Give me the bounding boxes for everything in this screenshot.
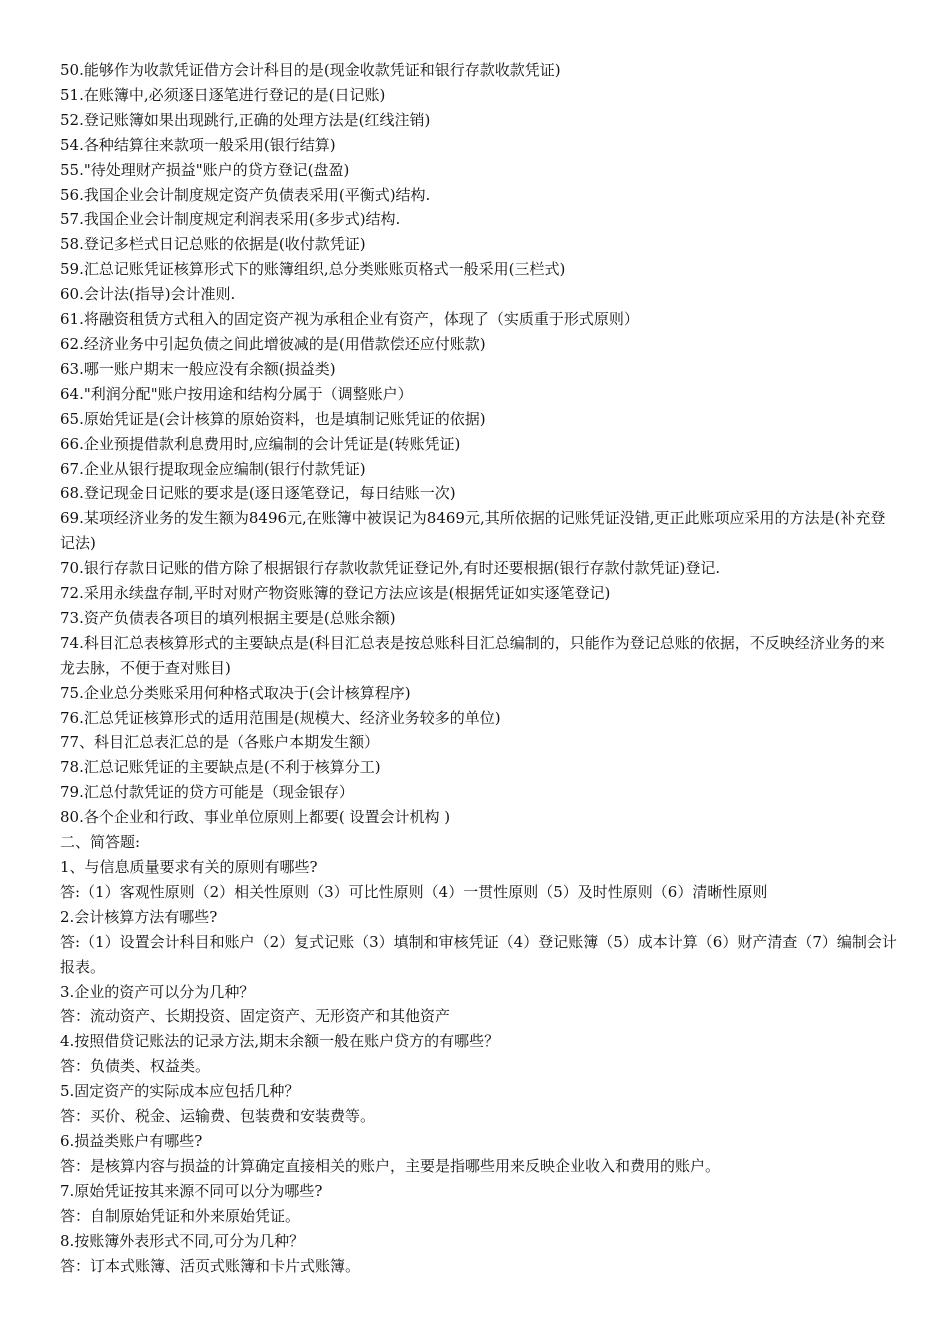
text-line: 70.银行存款日记账的借方除了根据银行存款收款凭证登记外,有时还要根据(银行存款付款凭证)登记. [60,559,721,578]
text-line: 55."待处理财产损益"账户的贷方登记(盘盈) [60,160,350,179]
text-line: 50.能够作为收款凭证借方会计科目的是(现金收款凭证和银行存款收款凭证) [60,61,561,79]
text-line: 75.企业总分类账采用何种格式取决于(会计核算程序) [60,683,411,702]
text-line: 5.固定资产的实际成本应包括几种？ [60,1082,300,1101]
text-line: 64."利润分配"账户按用途和结构分属于（调整账户） [60,384,413,403]
text-line: 58.登记多栏式日记总账的依据是(收付款凭证) [60,235,366,254]
text-line: 66.企业预提借款利息费用时,应编制的会计凭证是(转账凭证) [60,434,461,453]
text-line: 78.汇总记账凭证的主要缺点是(不利于核算分工) [60,758,381,777]
text-line: 67.企业从银行提取现金应编制(银行付款凭证) [60,459,366,478]
text-line: 77、科目汇总表汇总的是（各账户本期发生额） [60,733,380,752]
text-line: 69.某项经济业务的发生额为8496元,在账簿中被误记为8469元,其所依据的记账凭证没错,更正此账项应采用的方法是(补充登记法) [60,509,886,553]
text-line: 答:（1）客观性原则（2）相关性原则（3）可比性原则（4）一贯性原则（5）及时性原则（6）清晰性原则 [60,882,768,901]
text-line: 答：买价、税金、运输费、包装费和安装费等。 [60,1107,376,1126]
text-line: 51.在账簿中,必须逐日逐笔进行登记的是(日记账) [60,85,386,104]
text-line: 答:（1）设置会计科目和账户（2）复式记账（3）填制和审核凭证（4）登记账簿（5）成本计算（6）财产清查（7）编制会计报表。 [60,932,897,976]
text-line: 68.登记现金日记账的要求是(逐日逐笔登记，每日结账一次) [60,484,456,503]
text-line: 62.经济业务中引起负债之间此增彼减的是(用借款偿还应付账款) [60,334,486,353]
text-line: 63.哪一账户期末一般应没有余额(损益类) [60,359,336,378]
text-line: 56.我国企业会计制度规定资产负债表采用(平衡式)结构. [60,185,431,204]
text-line: 74.科目汇总表核算形式的主要缺点是(科目汇总表是按总账科目汇总编制的，只能作为登记总账的依据，不反映经济业务的来龙去脉，不便于查对账目) [60,633,885,677]
text-line: 3.企业的资产可以分为几种？ [60,982,255,1001]
text-line: 答：自制原始凭证和外来原始凭证。 [60,1206,301,1225]
text-line: 2.会计核算方法有哪些? [60,907,218,926]
text-line: 59.汇总记账凭证核算形式下的账簿组织,总分类账账页格式一般采用(三栏式) [60,260,566,279]
text-line: 8.按账簿外表形式不同,可分为几种？ [60,1231,305,1250]
text-line: 65.原始凭证是(会计核算的原始资料，也是填制记账凭证的依据) [60,409,486,428]
text-line: 答：负债类、权益类。 [60,1057,211,1076]
text-line: 答：订本式账簿、活页式账簿和卡片式账簿。 [60,1256,361,1275]
text-line: 73.资产负债表各项目的填列根据主要是(总账余额) [60,608,396,627]
text-line: 72.采用永续盘存制,平时对财产物资账簿的登记方法应该是(根据凭证如实逐笔登记) [60,584,611,603]
text-line: 4.按照借贷记账法的记录方法,期末余额一般在账户贷方的有哪些？ [60,1032,500,1051]
text-line: 76.汇总凭证核算形式的适用范围是(规模大、经济业务较多的单位) [60,708,501,727]
text-line: 答：流动资产、长期投资、固定资产、无形资产和其他资产 [60,1007,451,1026]
document-page [60,58,898,1278]
text-line: 6.损益类账户有哪些? [60,1131,203,1150]
text-line: 52.登记账簿如果出现跳行,正确的处理方法是(红线注销) [60,110,431,129]
text-line: 54.各种结算往来款项一般采用(银行结算) [60,135,336,154]
text-line: 79.汇总付款凭证的贷方可能是（现金银存） [60,783,354,802]
text-line: 57.我国企业会计制度规定利润表采用(多步式)结构. [60,210,401,229]
text-line: 1、与信息质量要求有关的原则有哪些? [60,858,318,876]
text-line: 二、简答题: [60,833,141,852]
text-line: 60.会计法(指导)会计准则. [60,285,236,304]
text-line: 答：是核算内容与损益的计算确定直接相关的账户，主要是指哪些用来反映企业收入和费用的账户。 [60,1156,721,1175]
text-line: 7.原始凭证按其来源不同可以分为哪些? [60,1181,323,1200]
text-line: 61.将融资租赁方式租入的固定资产视为承租企业有资产，体现了（实质重于形式原则） [60,310,639,329]
text-line: 80.各个企业和行政、事业单位原则上都要( 设置会计机构 ) [60,808,451,827]
